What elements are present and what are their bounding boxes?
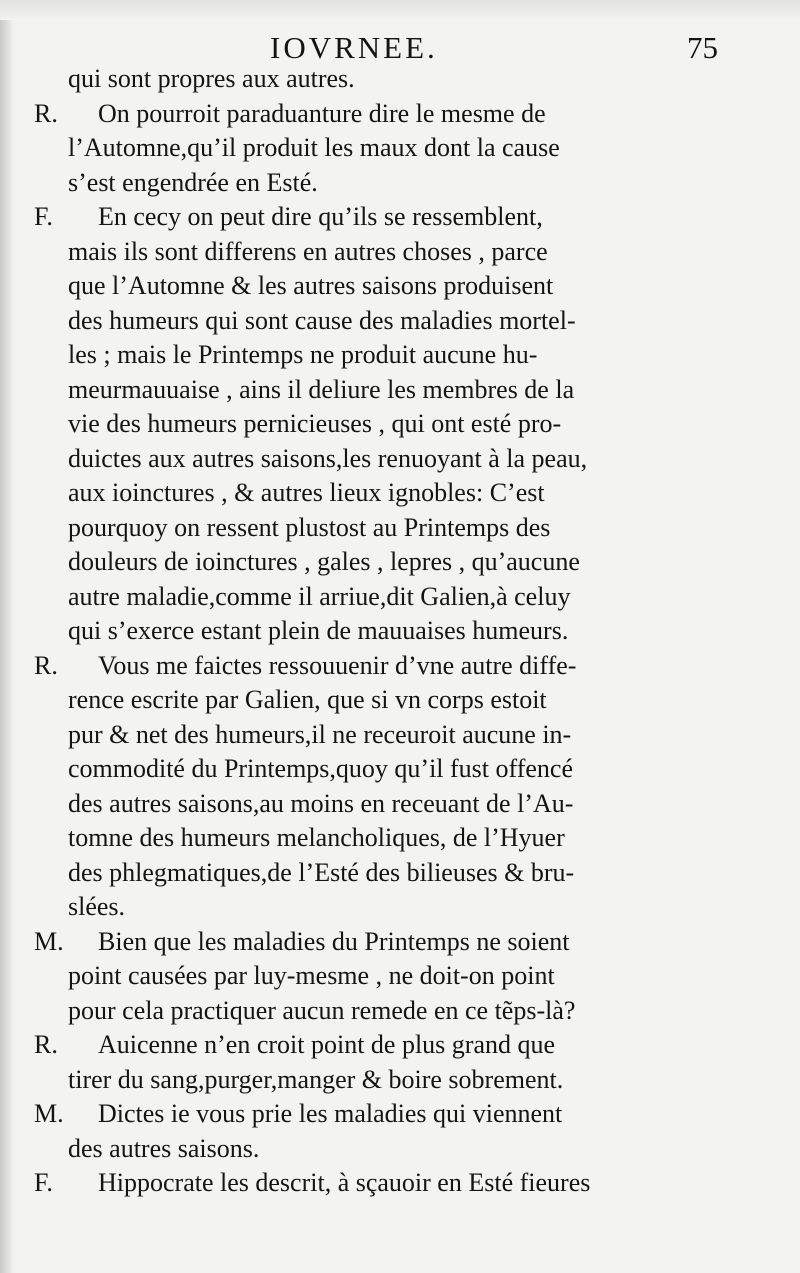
line-text: des autres saisons. [68, 1133, 260, 1163]
text-line [0, 200, 800, 235]
line-text: que l’Automne & les autres saisons produisent [68, 271, 554, 300]
line-text: des autres saisons,au moins en receuant de l’Au- [68, 788, 574, 818]
text-line [0, 1132, 800, 1167]
line-text: mais ils sont differens en autres choses , parce [68, 236, 548, 266]
text-line [0, 1028, 800, 1063]
line-text: commodité du Printemps,quoy qu’il fust offencé [68, 754, 573, 783]
line-text: slées. [68, 892, 126, 921]
line-text: des phlegmatiques,de l’Esté des bilieuses & bru- [68, 857, 575, 887]
line-text: Dictes ie vous prie les maladies qui viennent [98, 1099, 563, 1128]
text-line [0, 511, 800, 546]
line-text: douleurs de ioinctures , gales , lepres , qu’aucune [68, 547, 580, 576]
speaker-label: R. [34, 650, 58, 680]
text-line [0, 683, 800, 718]
line-text: vie des humeurs pernicieuses , qui ont esté pro- [68, 409, 562, 438]
line-text: qui s’exerce estant plein de mauuaises humeurs. [68, 616, 569, 645]
line-text: pourquoy on ressent plustost au Printemps des [68, 512, 551, 542]
text-line [0, 890, 800, 925]
text-line [0, 856, 800, 891]
line-text: Auicenne n’en croit point de plus grand que [98, 1030, 556, 1059]
text-line [0, 718, 800, 753]
line-text: s’est engendrée en Esté. [68, 167, 318, 197]
text-line [0, 476, 800, 511]
speaker-label: M. [34, 926, 64, 956]
text-line [0, 131, 800, 166]
speaker-label: F. [34, 202, 53, 231]
speaker-label: R. [34, 1030, 58, 1059]
line-text: duictes aux autres saisons,les renuoyant à la peau, [68, 443, 588, 473]
running-head: IOVRNEE. [270, 30, 438, 65]
line-text: En cecy on peut dire qu’ils se ressemblent, [98, 202, 543, 231]
speaker-label: F. [34, 1168, 53, 1197]
text-line [0, 373, 800, 408]
text-line [0, 649, 800, 684]
text-line [0, 269, 800, 304]
page-top-shadow [0, 0, 800, 20]
text-line [0, 994, 800, 1029]
text-line [0, 1097, 800, 1132]
line-text: l’Automne,qu’il produit les maux dont la cause [68, 133, 560, 162]
text-line [0, 235, 800, 270]
text-line [0, 304, 800, 339]
speaker-label: R. [34, 98, 58, 128]
text-line [0, 166, 800, 201]
line-text: pur & net des humeurs,il ne receuroit aucune in- [68, 719, 572, 749]
text-block [0, 62, 800, 1201]
text-line [0, 821, 800, 856]
line-text: Hippocrate les descrit, à sçauoir en Esté fieures [98, 1168, 591, 1197]
line-text: les ; mais le Printemps ne produit aucune hu- [68, 340, 538, 369]
text-line [0, 1063, 800, 1098]
text-line [0, 925, 800, 960]
speaker-label: M. [34, 1099, 64, 1128]
line-text: meurmauuaise , ains il deliure les membres de la [68, 374, 575, 404]
text-line [0, 752, 800, 787]
text-line [0, 97, 800, 132]
text-line [0, 338, 800, 373]
line-text: On pourroit paraduanture dire le mesme de [98, 98, 546, 128]
line-text: tirer du sang,purger,manger & boire sobrement. [68, 1064, 564, 1094]
line-text: qui sont propres aux autres. [68, 64, 355, 93]
line-text: pour cela practiquer aucun remede en ce tẽps-là? [68, 995, 576, 1025]
text-line [0, 580, 800, 615]
line-text: autre maladie,comme il arriue,dit Galien,à celuy [68, 581, 571, 611]
page-number: 75 [687, 30, 718, 65]
line-text: tomne des humeurs melancholiques, de l’Hyuer [68, 823, 565, 852]
line-text: Bien que les maladies du Printemps ne soient [98, 926, 570, 956]
line-text: aux ioinctures , & autres lieux ignobles: C’est [68, 478, 545, 507]
text-line [0, 442, 800, 477]
line-text: des humeurs qui sont cause des maladies mortel- [68, 305, 576, 335]
text-line [0, 545, 800, 580]
text-line [0, 1166, 800, 1201]
line-text: rence escrite par Galien, que si vn corps estoit [68, 685, 547, 714]
text-line [0, 62, 800, 97]
text-line [0, 787, 800, 822]
line-text: Vous me faictes ressouuenir d’vne autre diffe- [98, 650, 577, 680]
page-header [0, 22, 800, 65]
text-line [0, 614, 800, 649]
line-text: point causées par luy-mesme , ne doit-on point [68, 961, 555, 990]
text-line [0, 959, 800, 994]
text-line [0, 407, 800, 442]
